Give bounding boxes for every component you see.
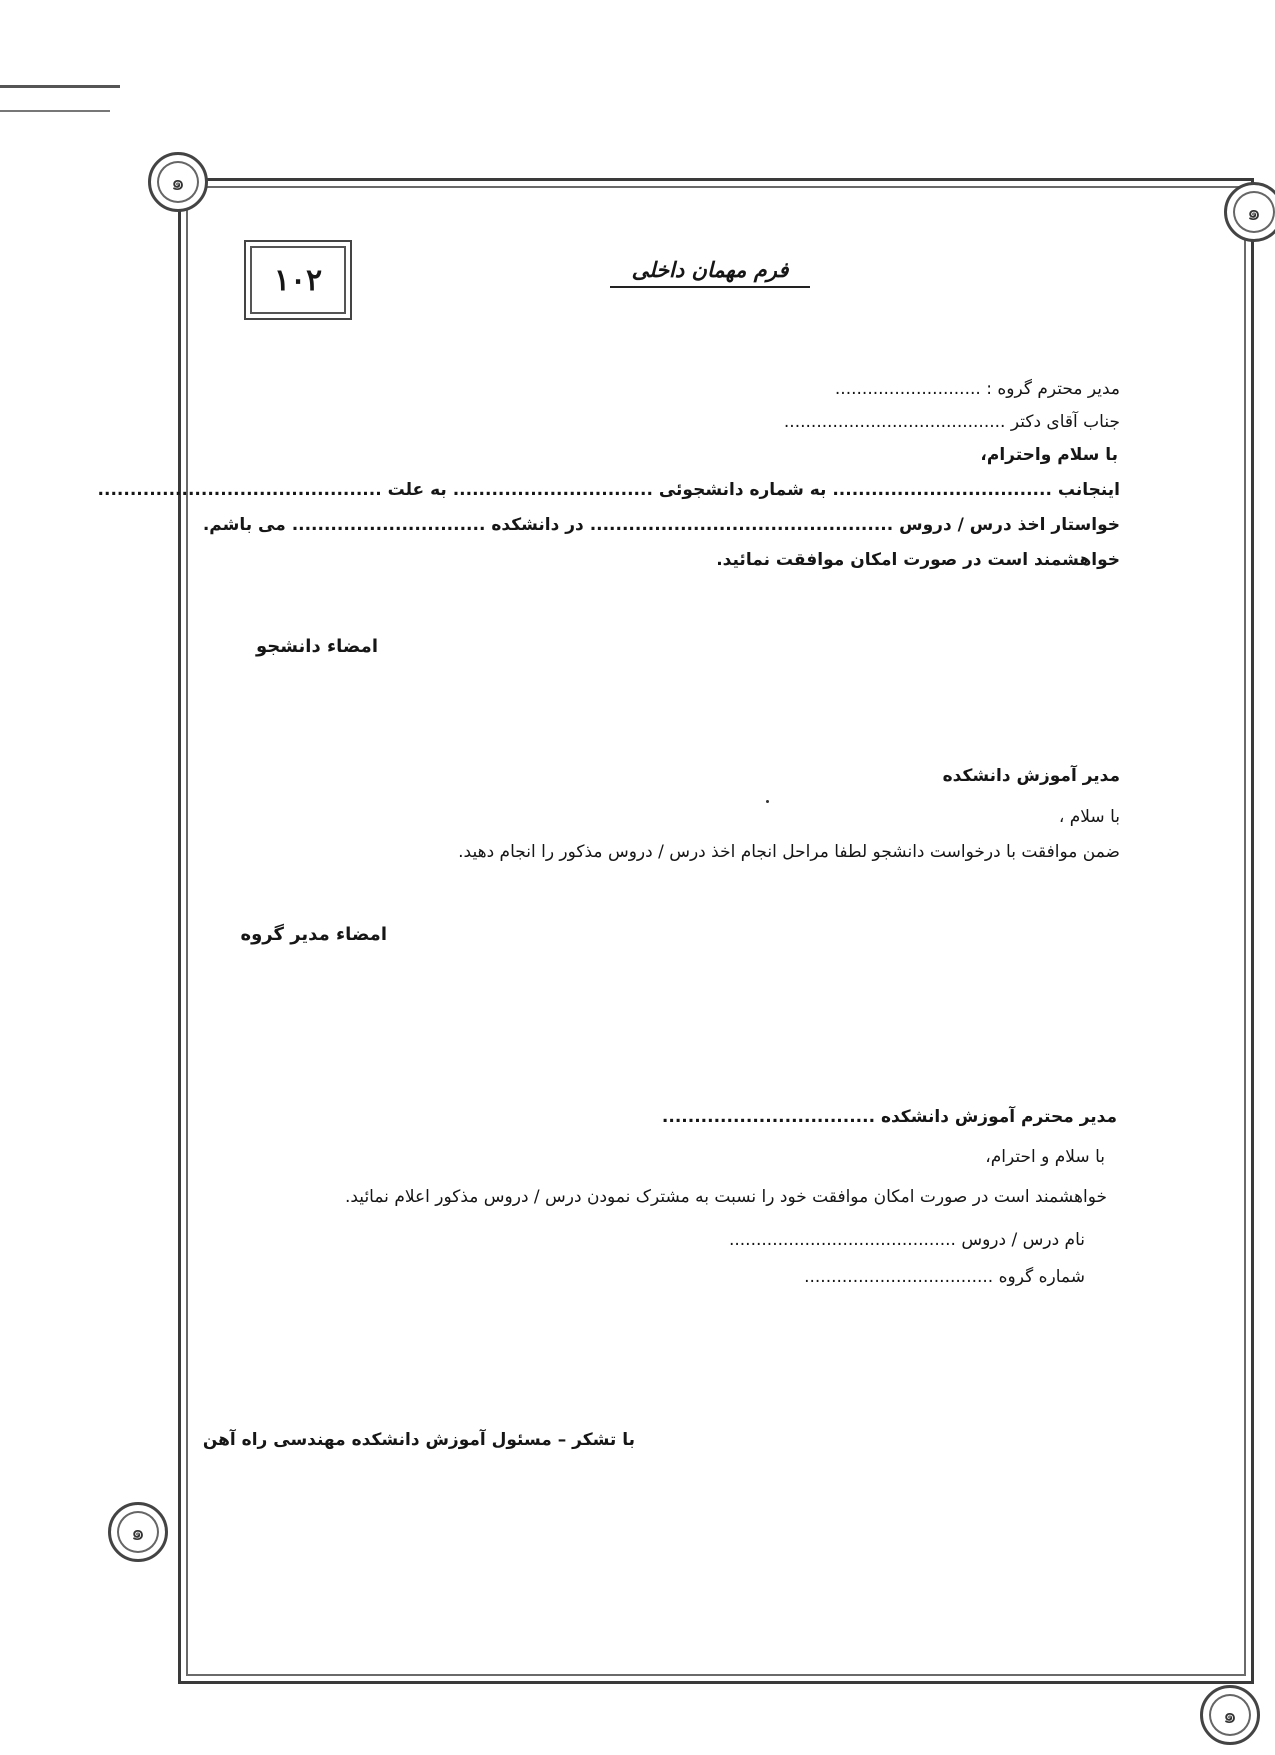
greeting-2: با سلام ، [1058, 807, 1120, 827]
course-name-field[interactable]: .......................................... [728, 1230, 956, 1250]
group-number-label: شماره گروه [998, 1267, 1085, 1287]
approval-text: ضمن موافقت با درخواست دانشجو لطفا مراحل انجام اخذ درس / دروس مذکور را انجام دهید. [458, 842, 1120, 862]
corner-ornament-icon: ๑ [1200, 1685, 1260, 1745]
closing-signature: با تشکر – مسئول آموزش دانشکده مهندسی راه آهن [202, 1430, 635, 1450]
request-closing: خواهشمند است در صورت امکان موافقت نمائید. [716, 550, 1120, 570]
corner-ornament-icon: ๑ [148, 152, 208, 212]
student-number-field[interactable]: ............................... [452, 480, 653, 500]
section3-heading-label: مدیر محترم آموزش دانشکده [880, 1107, 1117, 1127]
faculty-label: در دانشکده [491, 515, 584, 535]
course-name-label: نام درس / دروس [961, 1230, 1085, 1250]
greeting-3: با سلام و احترام، [985, 1147, 1105, 1167]
group-number-field[interactable]: ................................... [804, 1267, 994, 1287]
addressee-label: مدیر محترم گروه : [986, 379, 1120, 399]
section2-heading: مدیر آموزش دانشکده [942, 766, 1120, 786]
reason-field[interactable]: ............................................ [97, 480, 382, 500]
form-number: ۱۰۲ [244, 240, 352, 320]
student-name-field[interactable]: .................................. [832, 480, 1052, 500]
group-head-signature-label: امضاء مدیر گروه [240, 924, 387, 945]
self-label: اینجانب [1057, 480, 1120, 500]
scan-artifact [0, 110, 110, 112]
addressee-field[interactable]: ........................... [834, 379, 981, 399]
student-signature-label: امضاء دانشجو [255, 636, 378, 657]
doctor-label: جناب آقای دکتر [1010, 412, 1120, 432]
corner-ornament-icon: ๑ [1224, 182, 1275, 242]
course-request-field[interactable]: ............................................... [589, 515, 894, 535]
section3-faculty-field[interactable]: ................................. [661, 1107, 876, 1127]
scan-speck [766, 800, 769, 803]
greeting-1: با سلام واحترام، [980, 445, 1118, 465]
student-info-line [98, 478, 1120, 502]
form-title: فرم مهمان داخلی [610, 258, 810, 288]
reason-label: به علت [387, 480, 447, 500]
corner-ornament-icon: ๑ [108, 1502, 168, 1562]
course-request-label: خواستار اخذ درس / دروس [899, 515, 1120, 535]
scan-artifact [0, 85, 120, 88]
student-number-label: به شماره دانشجوئی [658, 480, 827, 500]
course-request-line [203, 513, 1120, 537]
shared-course-request: خواهشمند است در صورت امکان موافقت خود را نسبت به مشترک نمودن درس / دروس مذکور اعلام نمائید. [344, 1187, 1107, 1207]
addressee-line [835, 377, 1120, 401]
section3-heading [662, 1105, 1117, 1129]
faculty-field[interactable]: .............................. [291, 515, 486, 535]
doctor-line [784, 410, 1120, 434]
doctor-field[interactable]: ......................................... [783, 412, 1006, 432]
group-number-line [804, 1265, 1085, 1289]
request-suffix: می باشم. [202, 515, 286, 535]
course-name-line [729, 1228, 1085, 1252]
